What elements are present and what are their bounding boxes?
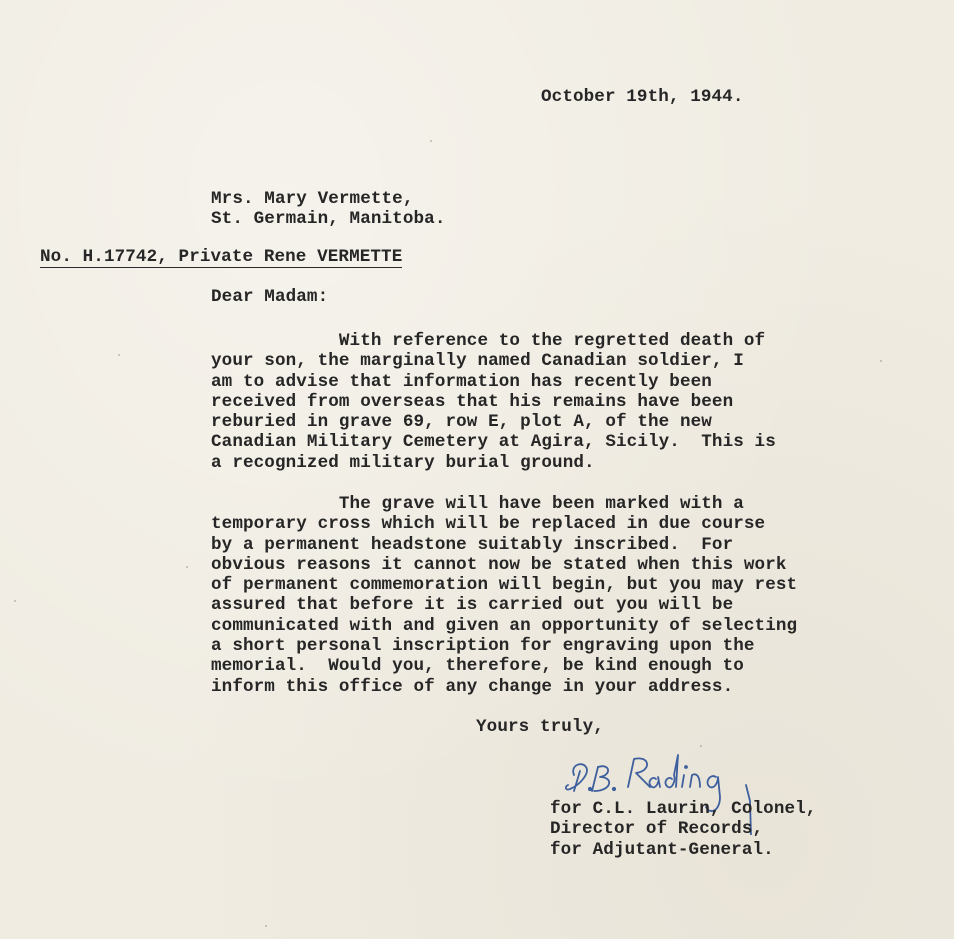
paper-speck: [14, 600, 16, 602]
signature-line: for C.L. Laurin, Colonel,: [550, 799, 817, 819]
signature-line: Director of Records,: [550, 819, 764, 840]
paper-speck: [186, 566, 188, 568]
paper-speck: [700, 745, 702, 747]
signature-block: [550, 799, 816, 860]
paragraph-2-line: inform this office of any change in your address.: [211, 676, 734, 697]
paragraph-2-line: communicated with and given an opportunity of selecting: [211, 615, 798, 636]
recipient-address: [211, 189, 445, 230]
paragraph-1-line: received from overseas that his remains have been: [211, 391, 734, 412]
paper-speck: [430, 140, 432, 142]
paragraph-2: [211, 494, 797, 697]
salutation: Dear Madam:: [211, 287, 329, 307]
paragraph-1-line: your son, the marginally named Canadian soldier, I: [211, 351, 744, 372]
paragraph-2-line: assured that before it is carried out you will be: [211, 595, 734, 616]
recipient-location: St. Germain, Manitoba.: [211, 209, 446, 230]
recipient-name: Mrs. Mary Vermette,: [211, 189, 414, 209]
closing: Yours truly,: [476, 717, 604, 737]
paragraph-1-line: With reference to the regretted death of: [211, 331, 766, 351]
paragraph-1-line: Canadian Military Cemetery at Agira, Sicily. This is: [211, 432, 776, 453]
paper-speck: [118, 354, 120, 356]
paragraph-2-line: temporary cross which will be replaced in due course: [211, 514, 766, 535]
paragraph-1: [211, 331, 776, 473]
paragraph-2-line: The grave will have been marked with a: [211, 494, 744, 514]
paragraph-1-line: a recognized military burial ground.: [211, 452, 595, 473]
letter-date: October 19th, 1944.: [541, 87, 744, 107]
paragraph-1-line: am to advise that information has recently been: [211, 371, 712, 392]
paper-speck: [880, 360, 882, 362]
signature-line: for Adjutant-General.: [550, 839, 774, 860]
paragraph-2-line: of permanent commemoration will begin, but you may rest: [211, 575, 798, 596]
paragraph-1-line: reburied in grave 69, row E, plot A, of the new: [211, 412, 712, 433]
paragraph-2-line: obvious reasons it cannot now be stated when this work: [211, 554, 787, 575]
paragraph-2-line: a short personal inscription for engraving upon the: [211, 636, 755, 657]
paper-speck: [265, 925, 267, 927]
paragraph-2-line: memorial. Would you, therefore, be kind enough to: [211, 656, 744, 677]
paragraph-2-line: by a permanent headstone suitably inscribed. For: [211, 534, 734, 555]
reference-line: No. H.17742, Private Rene VERMETTE: [40, 247, 403, 267]
